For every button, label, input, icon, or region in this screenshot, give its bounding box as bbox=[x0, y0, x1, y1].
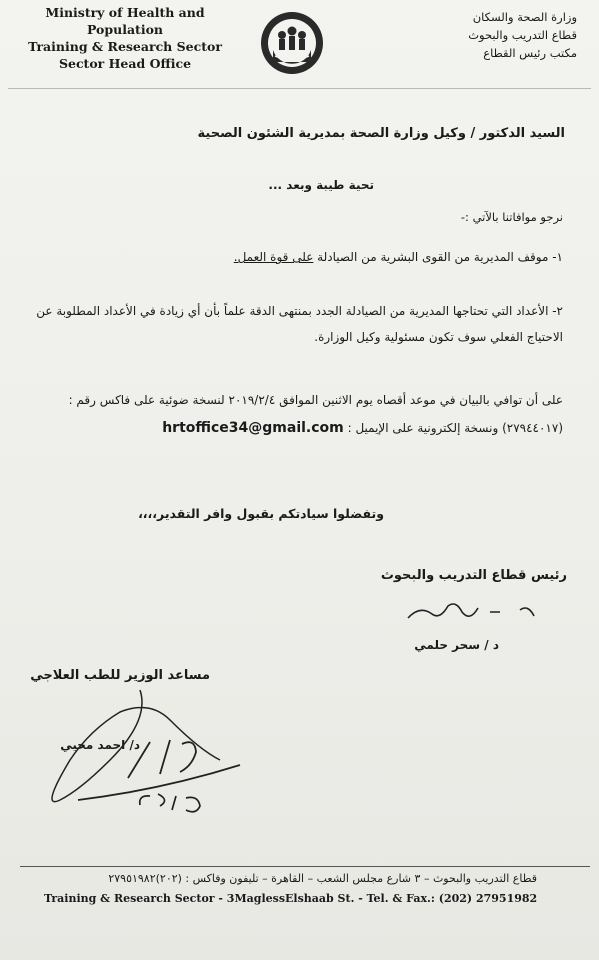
signatory-assistant-name: د/ احمد محيي bbox=[60, 738, 140, 752]
deadline-paragraph bbox=[8, 386, 563, 442]
closing-line: وتفضلوا سيادتكم بقبول وافر التقدير،،،، bbox=[138, 506, 384, 521]
header-english-line: Sector Head Office bbox=[58, 56, 192, 71]
ministry-logo-icon bbox=[259, 10, 325, 76]
signatory-assistant-title: مساعد الوزير للطب العلاجي bbox=[30, 668, 210, 683]
deadline-text: على أن توافي بالبيان في موعد أقصاه يوم الاثنين الموافق ٢٠١٩/٢/٤ لنسخة ضوئية على فاكس رقم : (٢٧٩٤٤٠١٧) ونسخة إلكترونية على الإيميل : bbox=[68, 393, 563, 435]
header-english-line: Ministry of Health and Population bbox=[45, 5, 205, 37]
header-english bbox=[10, 4, 240, 72]
greeting: تحية طيبة وبعد ... bbox=[268, 178, 374, 192]
header-arabic-line: قطاع التدريب والبحوث bbox=[468, 28, 577, 42]
header-divider bbox=[8, 88, 591, 89]
header-arabic-line: مكتب رئيس القطاع bbox=[483, 46, 577, 60]
head-signature-scribble bbox=[408, 604, 534, 618]
item-2: ٢- الأعداد التي تحتاجها المديرية من الصيادلة الجدد بمنتهى الدقة علماً بأن أي زيادة في الأعداد المطلوبة عن الاحتياج الفعلي سوف تكون مسئولية وكيل الوزارة. bbox=[36, 304, 563, 344]
item-1-text: ١- موقف المديرية من القوى البشرية من الصيادلة bbox=[313, 250, 563, 264]
date-underline bbox=[78, 765, 240, 800]
signatory-head-title: رئيس قطاع التدريب والبحوث bbox=[380, 568, 567, 583]
footer-arabic: قطاع التدريب والبحوث – ٣ شارع مجلس الشعب – القاهرة – تليفون وفاكس : (٢٠٢)٢٧٩٥١٩٨٢ bbox=[108, 872, 537, 885]
item-1-underlined: على قوة العمل. bbox=[233, 250, 314, 264]
footer-divider bbox=[20, 866, 590, 867]
header-arabic-line: وزارة الصحة والسكان bbox=[472, 10, 577, 24]
addressee: السيد الدكتور / وكيل وزارة الصحة بمديرية الشئون الصحية bbox=[197, 126, 565, 141]
header-arabic bbox=[377, 8, 577, 62]
header-english-line: Training & Research Sector bbox=[28, 39, 222, 54]
signatory-head-name: د / سحر حلمي bbox=[414, 638, 499, 652]
date-year-mark bbox=[140, 794, 200, 812]
footer-english: Training & Research Sector - 3MaglessElshaab St. - Tel. & Fax.: (202) 27951982 bbox=[44, 892, 538, 905]
email-address: hrtoffice34@gmail.com bbox=[162, 420, 344, 436]
item-1 bbox=[43, 250, 563, 264]
request-line: نرجو موافاتنا بالآتي :- bbox=[460, 210, 563, 224]
